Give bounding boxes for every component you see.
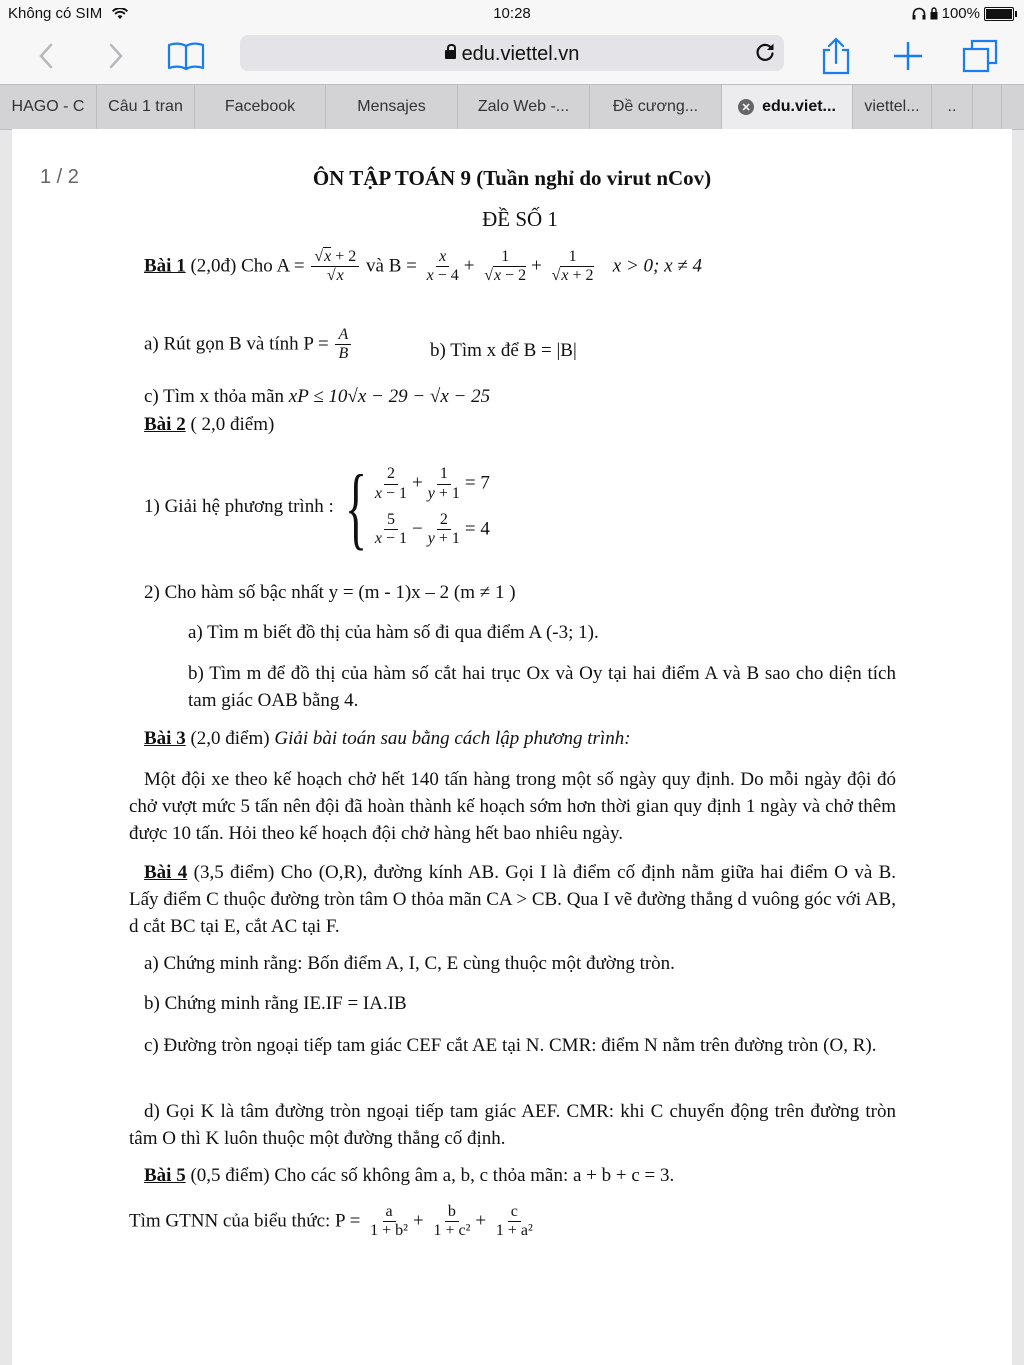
bai4-body: Bài 4 (3,5 điểm) Cho (O,R), đường kính AB. Gọi I là điểm cố định nằm giữa hai điểm O và B. Lấy điểm C thuộc đường tròn tâm O thỏa mãn CA > CB. Qua I vẽ đường thẳng d vuông góc với AB, d cắt BC tại E, cắt AC tại F.	[129, 862, 897, 937]
tab-cau-1[interactable]: Câu 1 tran	[97, 85, 195, 129]
tabs-icon	[962, 39, 998, 73]
bai4-d: d) Gọi K là tâm đường tròn ngoại tiếp tam giác AEF. CMR: khi C chuyển động trên đường tròn tâm O thì K luôn thuộc một đường thẳng cố định.	[129, 1101, 896, 1149]
bai1-label: Bài 1	[144, 255, 186, 277]
book-icon	[167, 41, 205, 71]
bai3-body: Một đội xe theo kế hoạch chở hết 140 tấn hàng trong một số ngày quy định. Do mỗi ngày đội đó chở vượt mức 5 tấn nên đội đã hoàn thành kế hoạch sớm hơn thời gian quy định 1 ngày và chở thêm được 10 tấn. Hỏi theo kế hoạch đội chở hàng hết bao nhiêu ngày.	[129, 769, 896, 844]
status-bar	[0, 0, 1024, 28]
tab-stub[interactable]	[973, 85, 1002, 129]
bai5-body: Bài 5 (0,5 điểm) Cho các số không âm a, b, c thỏa mãn: a + b + c = 3.	[144, 1165, 675, 1186]
document-subtitle: ĐỀ SỐ 1	[482, 207, 558, 231]
battery-percent: 100%	[941, 5, 980, 22]
fraction-a: $\frac{√x + 2}{√x}$	[311, 248, 359, 286]
reload-icon	[754, 41, 776, 63]
bookmarks-button[interactable]	[166, 36, 206, 76]
tab-viettel[interactable]: viettel...	[853, 85, 932, 129]
tab-hago[interactable]: HAGO - C	[0, 85, 97, 129]
share-button[interactable]	[816, 36, 856, 76]
tab-zalo[interactable]: Zalo Web -...	[458, 85, 590, 129]
bai2-q1: 1) Giải hệ phương trình : { $\frac{2}{x - 1}$ + $\frac{1}{y + 1}$ = 7 $\frac{5}{x - 1}$ − $\frac{2}{y + 1}$ = 4	[144, 456, 490, 558]
url-text: edu.viettel.vn	[461, 43, 580, 65]
bai2-q2b: b) Tìm m để đồ thị của hàm số cắt hai trục Ox và Oy tại hai điểm A và B sao cho diện tích tam giác OAB bằng 4.	[188, 663, 896, 711]
tab-bar	[0, 84, 1024, 130]
clock: 10:28	[493, 5, 531, 22]
tab-facebook[interactable]: Facebook	[195, 85, 326, 129]
lock-rotation-icon	[930, 7, 938, 20]
bai1-line: Bài 1 (2,0đ) Cho A = $\frac{√x + 2}{√x}$ và B = $\frac{x}{x - 4}$ + $\frac{1}{√x - 2}$ + $\frac{1}{√x + 2}$ x > 0; x ≠ 4	[144, 248, 702, 285]
address-bar[interactable]	[240, 35, 784, 71]
page-indicator: 1 / 2	[40, 166, 79, 188]
bai1-c: c) Tìm x thỏa mãn xP ≤ 10√x − 29 − √x − 25	[144, 386, 491, 407]
bai2-q2a: a) Tìm m biết đồ thị của hàm số đi qua điểm A (-3; 1).	[188, 622, 599, 643]
share-icon	[820, 37, 852, 75]
close-tab-icon[interactable]: ✕	[738, 99, 754, 115]
bai2-q2: 2) Cho hàm số bậc nhất y = (m - 1)x – 2 (m ≠ 1 )	[144, 582, 516, 603]
bai1-a: a) Rút gọn B và tính P = $\frac{A}{B}$	[144, 326, 353, 364]
bai4-a: a) Chứng minh rằng: Bốn điểm A, I, C, E cùng thuộc một đường tròn.	[144, 953, 675, 974]
battery-icon	[984, 7, 1014, 21]
bai4-c: c) Đường tròn ngoại tiếp tam giác CEF cắt AE tại N. CMR: điểm N nằm trên đường tròn (O, R).	[144, 1035, 877, 1056]
new-tab-button[interactable]	[888, 36, 928, 76]
headphones-icon	[912, 7, 926, 20]
document-title: ÔN TẬP TOÁN 9 (Tuần nghỉ do virut nCov)	[312, 166, 712, 190]
bai5-find: Tìm GTNN của biểu thức: P = $\frac{a}{\text{1 + b²}}$ + $\frac{b}{\text{1 + c²}}$ + $\frac{c}{\text{1 + a²}}$	[129, 1203, 533, 1240]
tab-edu-viettel[interactable]: ✕ edu.viet...	[722, 85, 853, 129]
equation-system: $\frac{2}{x - 1}$ + $\frac{1}{y + 1}$ = 7 $\frac{5}{x - 1}$ − $\frac{2}{y + 1}$ = 4	[374, 465, 490, 548]
chevron-right-icon	[108, 43, 124, 69]
bai2-heading: Bài 2 ( 2,0 điểm)	[144, 414, 275, 435]
bai3-heading: Bài 3 (2,0 điểm) Giải bài toán sau bằng cách lập phương trình:	[144, 728, 631, 749]
reload-button[interactable]	[754, 41, 776, 68]
bai4-b: b) Chứng minh rằng IE.IF = IA.IB	[144, 993, 407, 1014]
bai1-condition: x > 0; x ≠ 4	[612, 255, 702, 277]
back-button[interactable]	[26, 36, 66, 76]
tab-de-cuong[interactable]: Đề cương...	[590, 85, 722, 129]
tab-mensajes[interactable]: Mensajes	[326, 85, 458, 129]
tabs-overview-button[interactable]	[960, 36, 1000, 76]
chevron-left-icon	[38, 43, 54, 69]
bai1-b: b) Tìm x để B = |B|	[430, 340, 577, 361]
carrier-label: Không có SIM	[8, 5, 103, 22]
tab-more[interactable]: ..	[932, 85, 973, 129]
plus-icon	[893, 41, 923, 71]
forward-button[interactable]	[96, 36, 136, 76]
browser-toolbar	[0, 28, 1024, 84]
lock-icon	[445, 50, 456, 59]
